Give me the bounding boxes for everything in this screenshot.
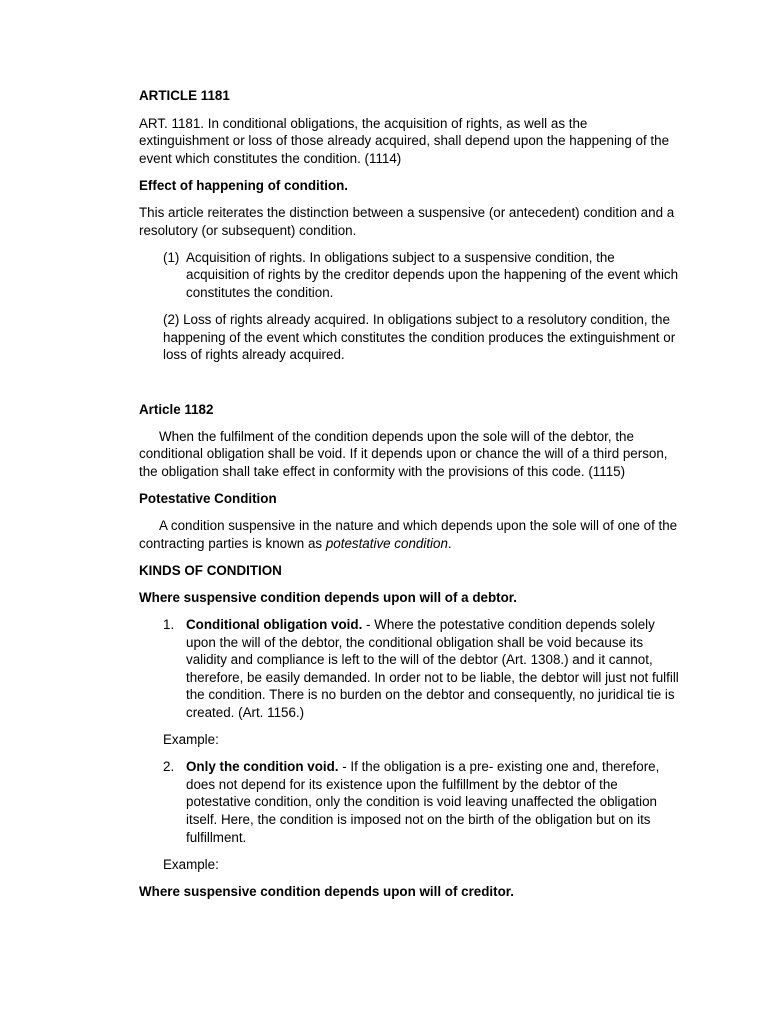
conditional-obligation-void-text: - Where the potestative condition depends solely upon the will of the debtor, the conditional obligation shall be void because its validity and compliance is left to the will of the debtor (Art. 1308.) and it cannot, therefore, be easily demanded. In order not to be liable, the debtor will just not fulfill the condition. There is no burden on the debtor and consequently, no juridical tie is created. (Art. 1156.) xyxy=(186,617,679,721)
article-1181-text: ART. 1181. In conditional obligations, the acquisition of rights, as well as the extinguishment or loss of those already acquired, shall depend upon the happening of the event which constitutes the condition. (1114) xyxy=(139,115,670,166)
only-condition-void-title: Only the condition void. xyxy=(186,759,339,775)
acquisition-of-rights-text: Acquisition of rights. In obligations subject to a suspensive condition, the acquisition of rights by the creditor depends upon the happening of the event which constitutes the condition. xyxy=(186,249,679,300)
potestative-condition-heading: Potestative Condition xyxy=(139,491,277,507)
loss-of-rights-text: (2) Loss of rights already acquired. In obligations subject to a resolutory condition, the happening of the event which constitutes the condition produces the extinguishment or loss of rights already acquired. xyxy=(163,311,676,363)
effect-of-condition-heading: Effect of happening of condition. xyxy=(139,177,349,193)
list-item xyxy=(163,758,679,846)
kinds-of-condition-heading: KINDS OF CONDITION xyxy=(139,562,282,578)
document-page xyxy=(139,87,679,900)
article-1181-heading: ARTICLE 1181 xyxy=(139,88,230,103)
distinction-paragraph: This article reiterates the distinction between a suspensive (or antecedent) condition and a resolutory (or subsequent) condition. xyxy=(139,204,675,238)
conditional-obligation-void-title: Conditional obligation void. xyxy=(186,617,363,633)
list-item xyxy=(163,249,679,302)
potestative-paragraph xyxy=(139,517,679,552)
list-item xyxy=(163,616,679,722)
example-label-1: Example: xyxy=(163,732,219,748)
potestative-text-before: A condition suspensive in the nature and which depends upon the sole will of one of the contracting parties is known as xyxy=(139,518,678,551)
article-1182-heading: Article 1182 xyxy=(139,401,214,417)
article-1182-text: When the fulfilment of the condition depends upon the sole will of the debtor, the conditional obligation shall be void. If it depends upon or chance the will of a third person, the obligation shall take effect in conformity with the provisions of this code. (1115) xyxy=(139,428,668,479)
only-condition-void-text: - If the obligation is a pre- existing one and, therefore, does not depend for its existence upon the fulfillment by the debtor of the potestative condition, only the condition is void leaving unaffected the obligation itself. Here, the condition is imposed not on the birth of the obligation but on its fulfillment. xyxy=(186,759,660,845)
kinds-list-2 xyxy=(139,758,679,846)
kinds-list-1 xyxy=(139,616,679,722)
potestative-term: potestative condition xyxy=(325,535,448,551)
debtor-will-heading: Where suspensive condition depends upon will of a debtor. xyxy=(139,589,517,605)
list-item-number: 2. xyxy=(163,759,175,775)
rights-list xyxy=(139,249,679,302)
list-item-number: 1. xyxy=(163,617,175,633)
potestative-text-after: . xyxy=(447,535,452,551)
example-label-2: Example: xyxy=(163,856,219,872)
creditor-will-heading: Where suspensive condition depends upon will of creditor. xyxy=(139,883,514,899)
list-item-number: (1) xyxy=(163,249,180,265)
